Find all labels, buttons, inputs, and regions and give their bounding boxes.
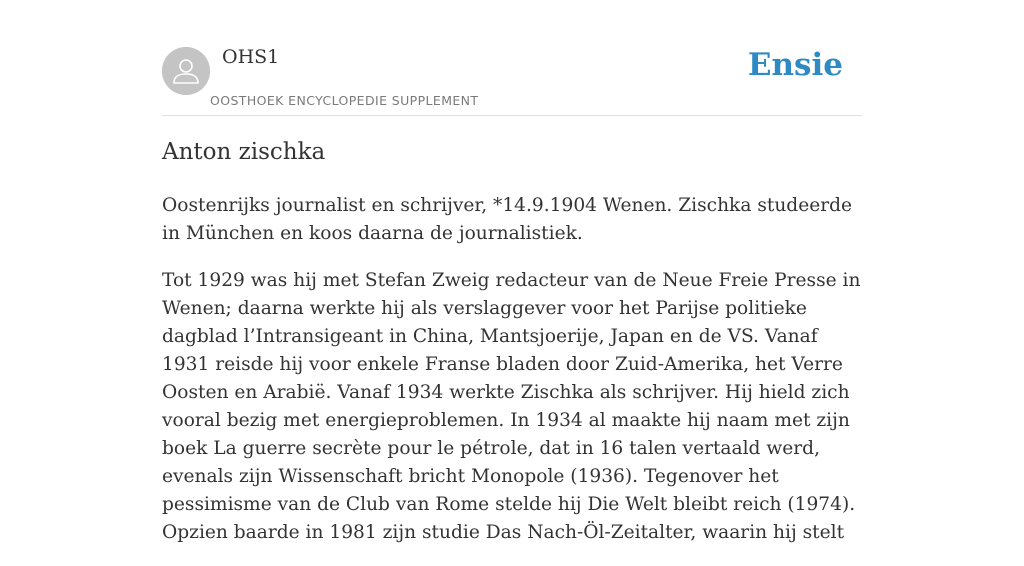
article-header [162, 0, 862, 116]
article-paragraph: Tot 1929 was hij met Stefan Zweig redacteur van de Neue Freie Presse in Wenen; daarna werkte hij als verslaggever voor het Parijse politieke dagblad l’Intransigeant in China, Mantsjoerije, Japan en de VS. Vanaf 1931 reisde hij voor enkele Franse bladen door Zuid-Amerika, het Verre Oosten en Arabië. Vanaf 1934 werkte Zischka als schrijver. Hij hield zich vooral bezig met energieproblemen. In 1934 al maakte hij naam met zijn boek La guerre secrète pour le pétrole, dat in 16 talen vertaald werd, evenals zijn Wissenschaft bricht Monopole (1936). Tegenover het pessimisme van de Club van Rome stelde hij Die Welt bleibt reich (1974). Opzien baarde in 1981 zijn studie Das Nach-Öl-Zeitalter, waarin hij stelt [162, 270, 861, 543]
author-name[interactable]: OHS1 [222, 46, 280, 68]
article-body [162, 192, 862, 566]
article-paragraph: Oostenrijks journalist en schrijver, *14.9.1904 Wenen. Zischka studeerde in München en koos daarna de journalistiek. [162, 195, 853, 244]
page-container [162, 0, 862, 543]
ensie-logo[interactable]: Ensie [747, 47, 843, 83]
source-label[interactable]: OOSTHOEK ENCYCLOPEDIE SUPPLEMENT [210, 93, 479, 108]
user-placeholder-icon[interactable] [162, 47, 210, 95]
article-title: Anton zischka [162, 139, 326, 165]
